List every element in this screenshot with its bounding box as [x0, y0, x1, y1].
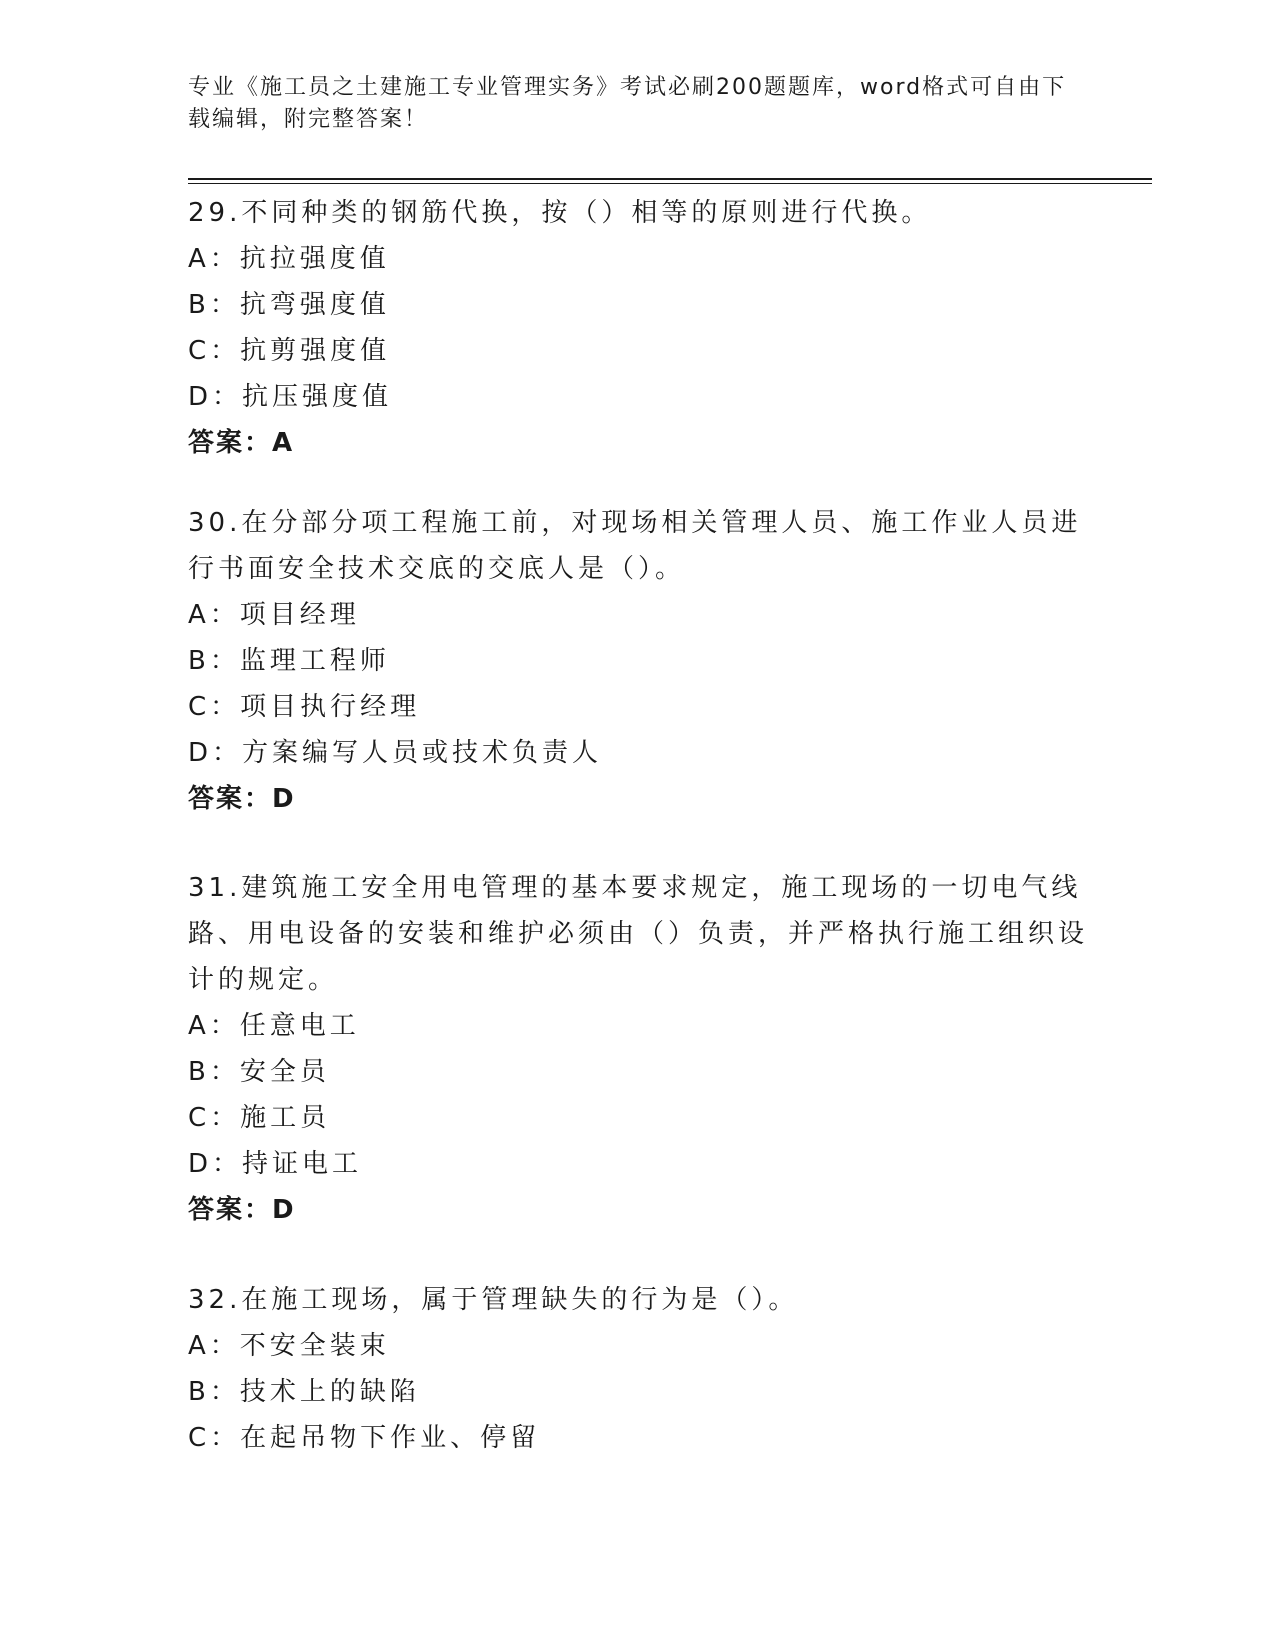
option-a: A：项目经理 — [188, 600, 360, 630]
option-a: A：不安全装束 — [188, 1331, 390, 1361]
question-stem: 30.在分部分项工程施工前，对现场相关管理人员、施工作业人员进行书面安全技术交底的交底人是（）。 — [188, 508, 1082, 584]
option-c: C：项目执行经理 — [188, 692, 421, 722]
option-d: D：持证电工 — [188, 1149, 363, 1179]
question-32 — [188, 1277, 1088, 1461]
option-c: C：在起吊物下作业、停留 — [188, 1423, 541, 1453]
option-a: A：抗拉强度值 — [188, 244, 390, 274]
option-a: A：任意电工 — [188, 1011, 360, 1041]
option-b: B：监理工程师 — [188, 646, 390, 676]
question-30 — [188, 500, 1088, 822]
question-29 — [188, 190, 1088, 466]
question-stem: 32.在施工现场，属于管理缺失的行为是（）。 — [188, 1285, 799, 1315]
answer-label: 答案：D — [188, 1195, 296, 1225]
answer-label: 答案：A — [188, 428, 295, 458]
option-c: C：抗剪强度值 — [188, 336, 391, 366]
document-header: 专业《施工员之土建施工专业管理实务》考试必刷200题题库，word格式可自由下载编辑，附完整答案！ — [188, 75, 1067, 132]
answer-label: 答案：D — [188, 784, 296, 814]
option-c: C：施工员 — [188, 1103, 331, 1133]
option-b: B：技术上的缺陷 — [188, 1377, 420, 1407]
option-b: B：抗弯强度值 — [188, 290, 390, 320]
option-b: B：安全员 — [188, 1057, 330, 1087]
header-divider-thin — [188, 183, 1152, 184]
option-d: D：方案编写人员或技术负责人 — [188, 738, 603, 768]
question-stem: 31.建筑施工安全用电管理的基本要求规定，施工现场的一切电气线路、用电设备的安装和维护必须由（）负责，并严格执行施工组织设计的规定。 — [188, 873, 1089, 995]
question-31 — [188, 865, 1088, 1233]
option-d: D：抗压强度值 — [188, 382, 393, 412]
header-divider-thick — [188, 178, 1152, 180]
question-stem: 29.不同种类的钢筋代换，按（）相等的原则进行代换。 — [188, 198, 932, 228]
